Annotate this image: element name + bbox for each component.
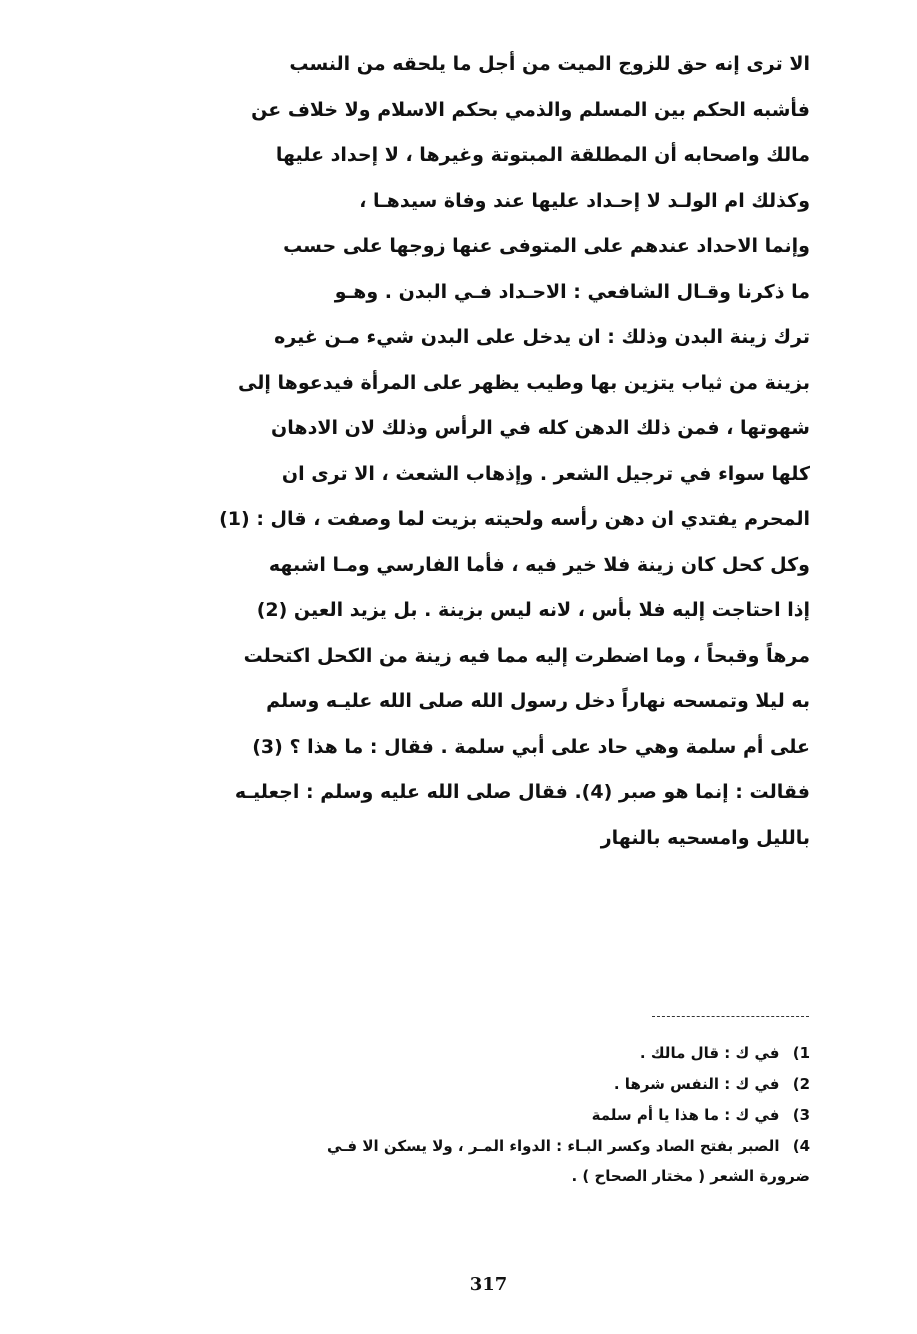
text-line: كلها سواء في ترجيل الشعر . وإذهاب الشعث ، الا ترى ان [281,462,810,485]
footnote-number: 4) [792,1137,810,1155]
footnote-text: في ك : النفس شرها . [613,1075,780,1093]
text-line: بالليل وامسحيه بالنهار [600,826,810,849]
text-line: مرهاً وقبحاً ، وما اضطرت إليه مما فيه زينة من الكحل اكتحلت [243,644,810,667]
footnote-number: 1) [792,1044,810,1062]
text-line: فأشبه الحكم بين المسلم والذمي بحكم الاسلام ولا خلاف عن [251,98,810,121]
footnote-number: 2) [792,1075,810,1093]
footnotes [170,1038,810,1190]
text-line: على أم سلمة وهي حاد على أبي سلمة . فقال : ما هذا ؟ (3) [252,735,810,758]
footnote-4-continuation: ضرورة الشعر ( مختار الصحاح ) . [571,1167,810,1185]
text-line: مالك واصحابه أن المطلقة المبتوتة وغيرها ، لا إحداد عليها [275,144,810,166]
text-line: به ليلا وتمسحه نهاراً دخل رسول الله صلى الله عليـه وسلم [266,690,810,712]
text-line: وكل كحل كان زينة فلا خير فيه ، فأما الفارسي ومـا اشبهه [268,553,810,576]
footnote-3 [170,1100,810,1131]
text-line: ما ذكرنا وقـال الشافعي : الاحـداد فـي البدن . وهـو [334,280,810,303]
footnote-4 [170,1131,810,1162]
text-line: المحرم يفتدي ان دهن رأسه ولحيته بزيت لما وصفت ، قال : (1) [219,508,810,530]
text-line: فقالت : إنما هو صبر (4). فقال صلى الله عليه وسلم : اجعليـه [234,781,810,803]
text-line: وكذلك ام الولـد لا إحـداد عليها عند وفاة سيدهـا ، [359,189,810,212]
main-text [170,42,810,861]
text-line: وإنما الاحداد عندهم على المتوفى عنها زوجها على حسب [283,235,810,257]
footnote-number: 3) [792,1106,810,1124]
footnote-2 [170,1069,810,1100]
footnote-text: في ك : قال مالك . [639,1044,780,1062]
text-line: بزينة من ثياب يتزين بها وطيب يظهر على المرأة فيدعوها إلى [238,371,810,394]
footnote-text: في ك : ما هذا يا أم سلمة [591,1106,780,1124]
text-line: شهوتها ، فمن ذلك الدهن كله في الرأس وذلك لان الادهان [271,417,810,439]
text-line: إذا احتاجت إليه فلا بأس ، لانه ليس بزينة . بل يزيد العين (2) [256,599,810,621]
page-number: 317 [469,1274,508,1295]
text-line: ترك زينة البدن وذلك : ان يدخل على البدن شيء مـن غيره [274,326,810,348]
text-line: الا ترى إنه حق للزوج الميت من أجل ما يلحقه من النسب [289,53,810,75]
footnote-text: الصبر بفتح الصاد وكسر البـاء : الدواء المـر ، ولا يسكن الا فـي [326,1137,780,1155]
footnote-divider [652,1016,809,1017]
footnote-1 [170,1038,810,1069]
